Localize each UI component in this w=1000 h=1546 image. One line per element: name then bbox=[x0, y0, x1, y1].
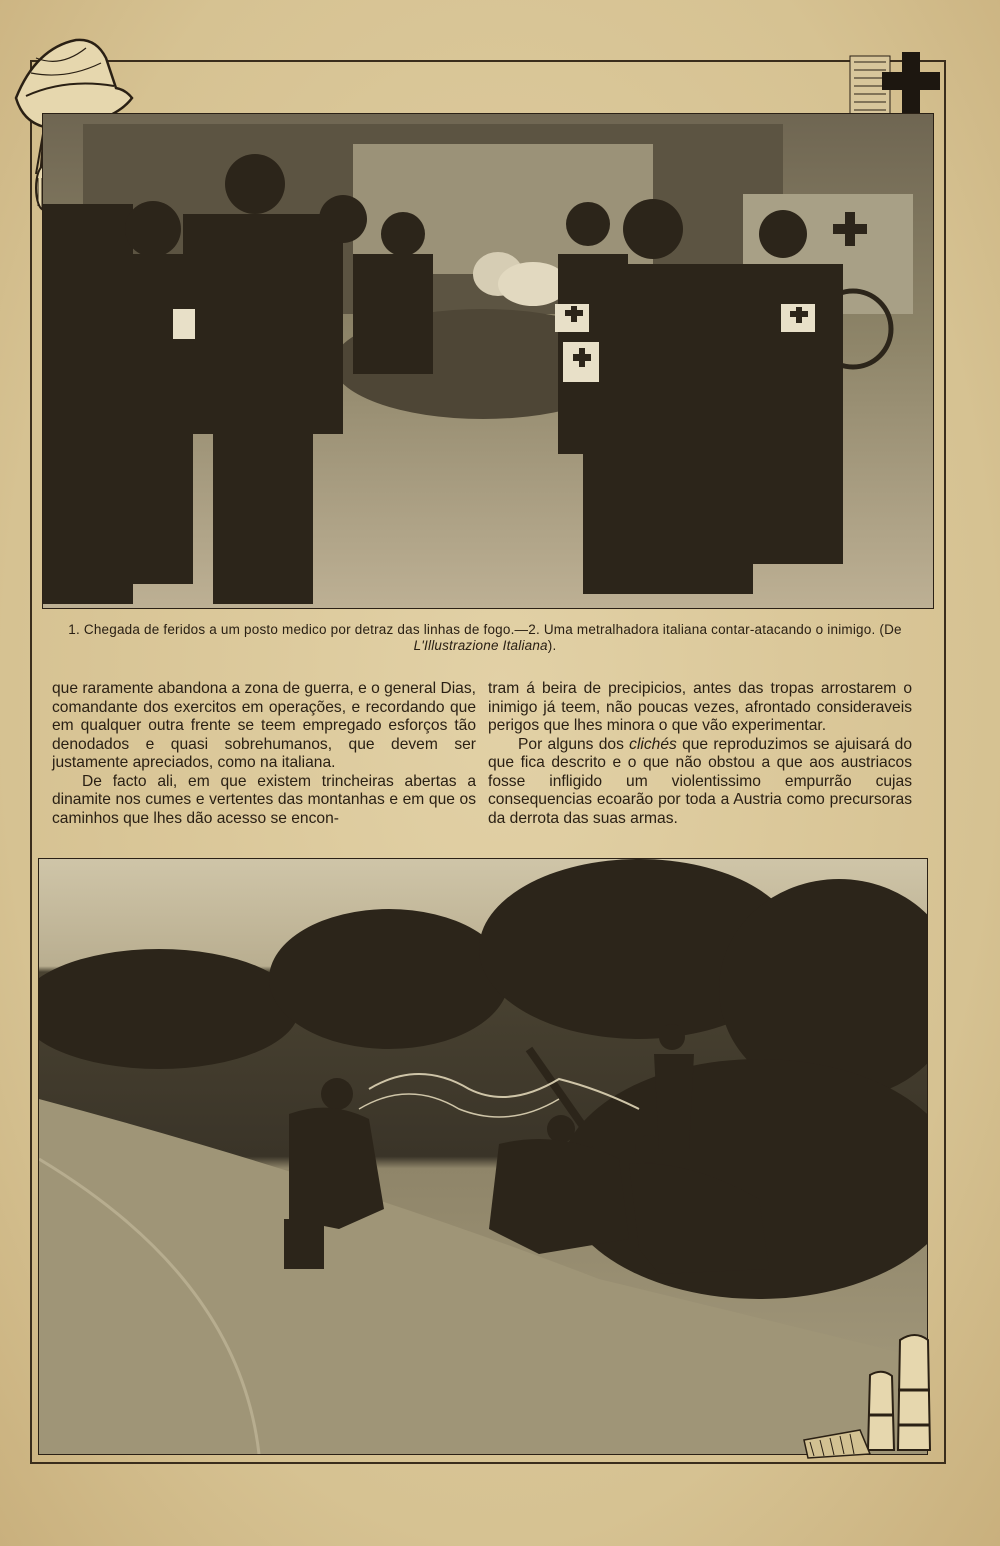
caption-source-suffix: ). bbox=[547, 638, 557, 653]
photo-caption bbox=[45, 622, 925, 654]
text-emphasis: clichés bbox=[629, 735, 677, 753]
red-cross-icon bbox=[846, 48, 946, 120]
article-paragraph: De facto ali, em que existem trincheiras abertas a dinamite nos cumes e vertentes das montanhas e em que os caminhos que lhes dão acesso se encon- bbox=[52, 772, 476, 827]
article-column-left bbox=[52, 680, 476, 828]
text-run: que reproduzimos se ajuisará do que fica descrito e o que não obstou a que aos austriacos fosse infligido um violentissimo empurrão cujas consequencias ecoarão por toda a Austria como precursoras da derrota das suas armas. bbox=[488, 735, 913, 827]
photo-machine-gun bbox=[38, 858, 928, 1455]
article-paragraph: tram á beira de precipicios, antes das tropas arrostarem o inimigo já teem, não poucas vezes, afrontado consideraveis perigos que lhes minora o que vão experimentar. bbox=[488, 680, 912, 734]
article-paragraph-emphasis bbox=[488, 736, 912, 829]
artillery-shells-icon bbox=[800, 1330, 950, 1460]
caption-source-prefix: (De bbox=[879, 622, 902, 637]
photo-wounded-arrival bbox=[42, 113, 934, 609]
article-paragraph: que raramente abandona a zona de guerra, e o general Dias, comandante dos exercitos em operações, e recordando que em qualquer outra frente se teem empregado esforços tão denodados e quasi sobrehumanos, que devem ser justamente apreciados, como na italiana. bbox=[52, 680, 476, 771]
text-run: Por alguns dos bbox=[518, 735, 630, 753]
caption-text: 1. Chegada de feridos a um posto medico por detraz das linhas de fogo.—2. Uma metralhadora italiana contar-atacando o inimigo. bbox=[68, 622, 876, 637]
caption-source-title: L'Illustrazione Italiana bbox=[413, 638, 548, 653]
article-column-right bbox=[488, 680, 912, 828]
